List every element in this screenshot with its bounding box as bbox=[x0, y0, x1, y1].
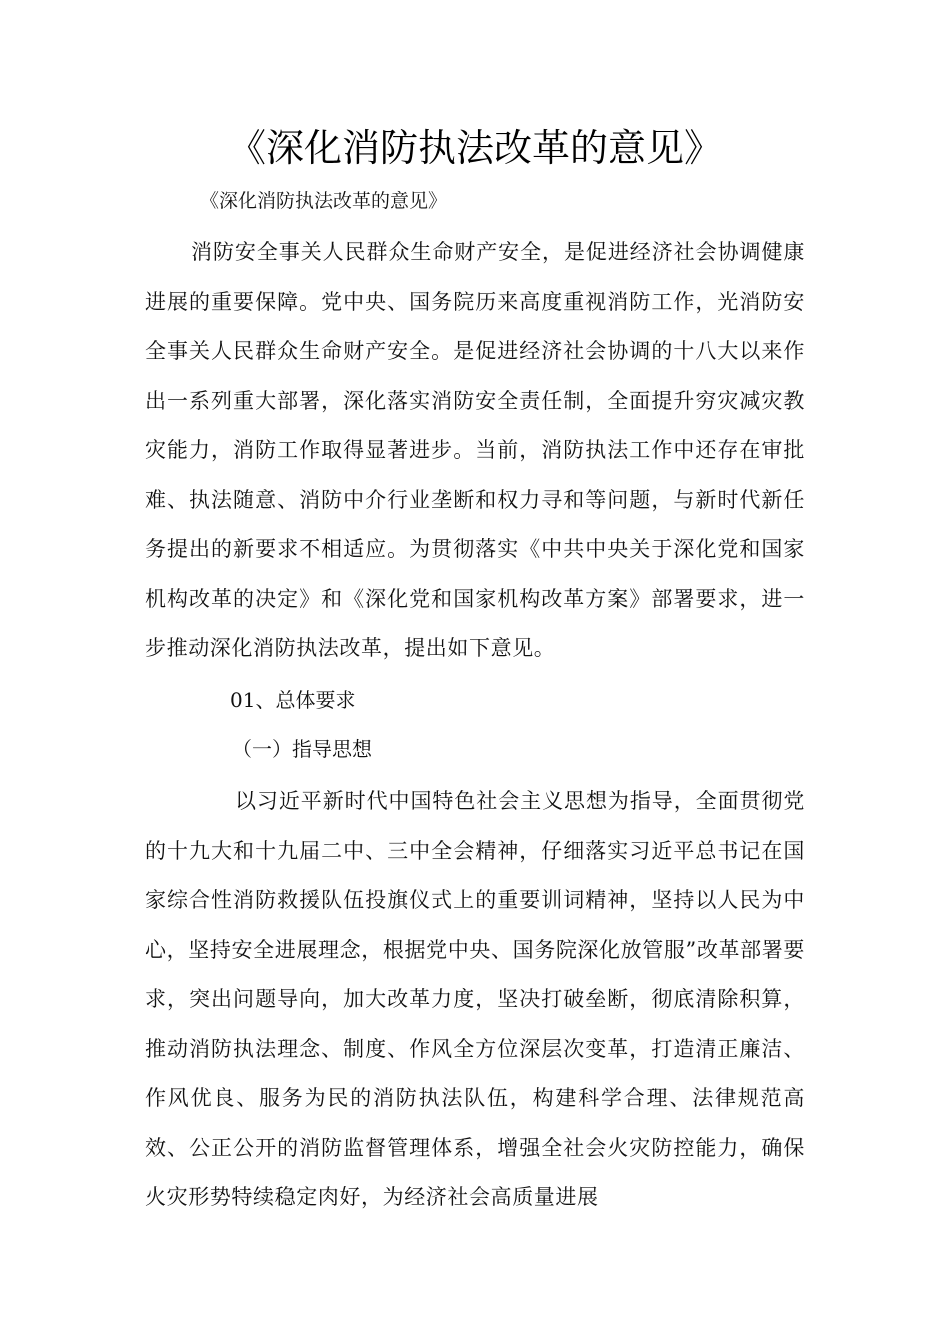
document-title: 《深化消防执法改革的意见》 bbox=[227, 126, 722, 170]
document-subtitle: 《深化消防执法改革的意见》 bbox=[200, 190, 448, 212]
paragraph-intro: 消防安全事关人民群众生命财产安全，是促进经济社会协调健康进展的重要保障。党中央、国务院历来高度重视消防工作，光消防安全事关人民群众生命财产安全。是促进经济社会协调的十八大以来作出一系列重大部署，深化落实消防安全责任制，全面提升穷灾减灾教灾能力，消防工作取得显著进步。当前，消防执法工作中还存在审批难、执法随意、消防中介行业垄断和权力寻和等问题，与新时代新任务提出的新要求不相适应。为贯彻落实《中共中央关于深化党和国家机构改革的决定》和《深化党和国家机构改革方案》部署要求，进一步推动深化消防执法改革，提出如下意见。 bbox=[145, 240, 805, 660]
section-heading: 01、总体要求 bbox=[230, 688, 356, 712]
subsection-heading: （一）指导思想 bbox=[232, 737, 372, 761]
paragraph-guiding-thought: 以习近平新时代中国特色社会主义思想为指导，全面贯彻党的十九大和十九届二中、三中全会精神，仔细落实习近平总书记在国家综合性消防救援队伍投旗仪式上的重要训词精神，坚持以人民为中心，坚持安全进展理念，根据党中央、国务院深化放管服”改革部署要求，突出问题导向，加大改革力度，坚决打破垒断，彻底清除积算，推动消防执法理念、制度、作风全方位深层次变革，打造清正廉洁、作风优良、服务为民的消防执法队伍，构建科学合理、法律规范高效、公正公开的消防监督管理体系，增强全社会火灾防控能力，确保火灾形势特续稳定肉好，为经济社会高质量进展 bbox=[145, 789, 805, 1209]
